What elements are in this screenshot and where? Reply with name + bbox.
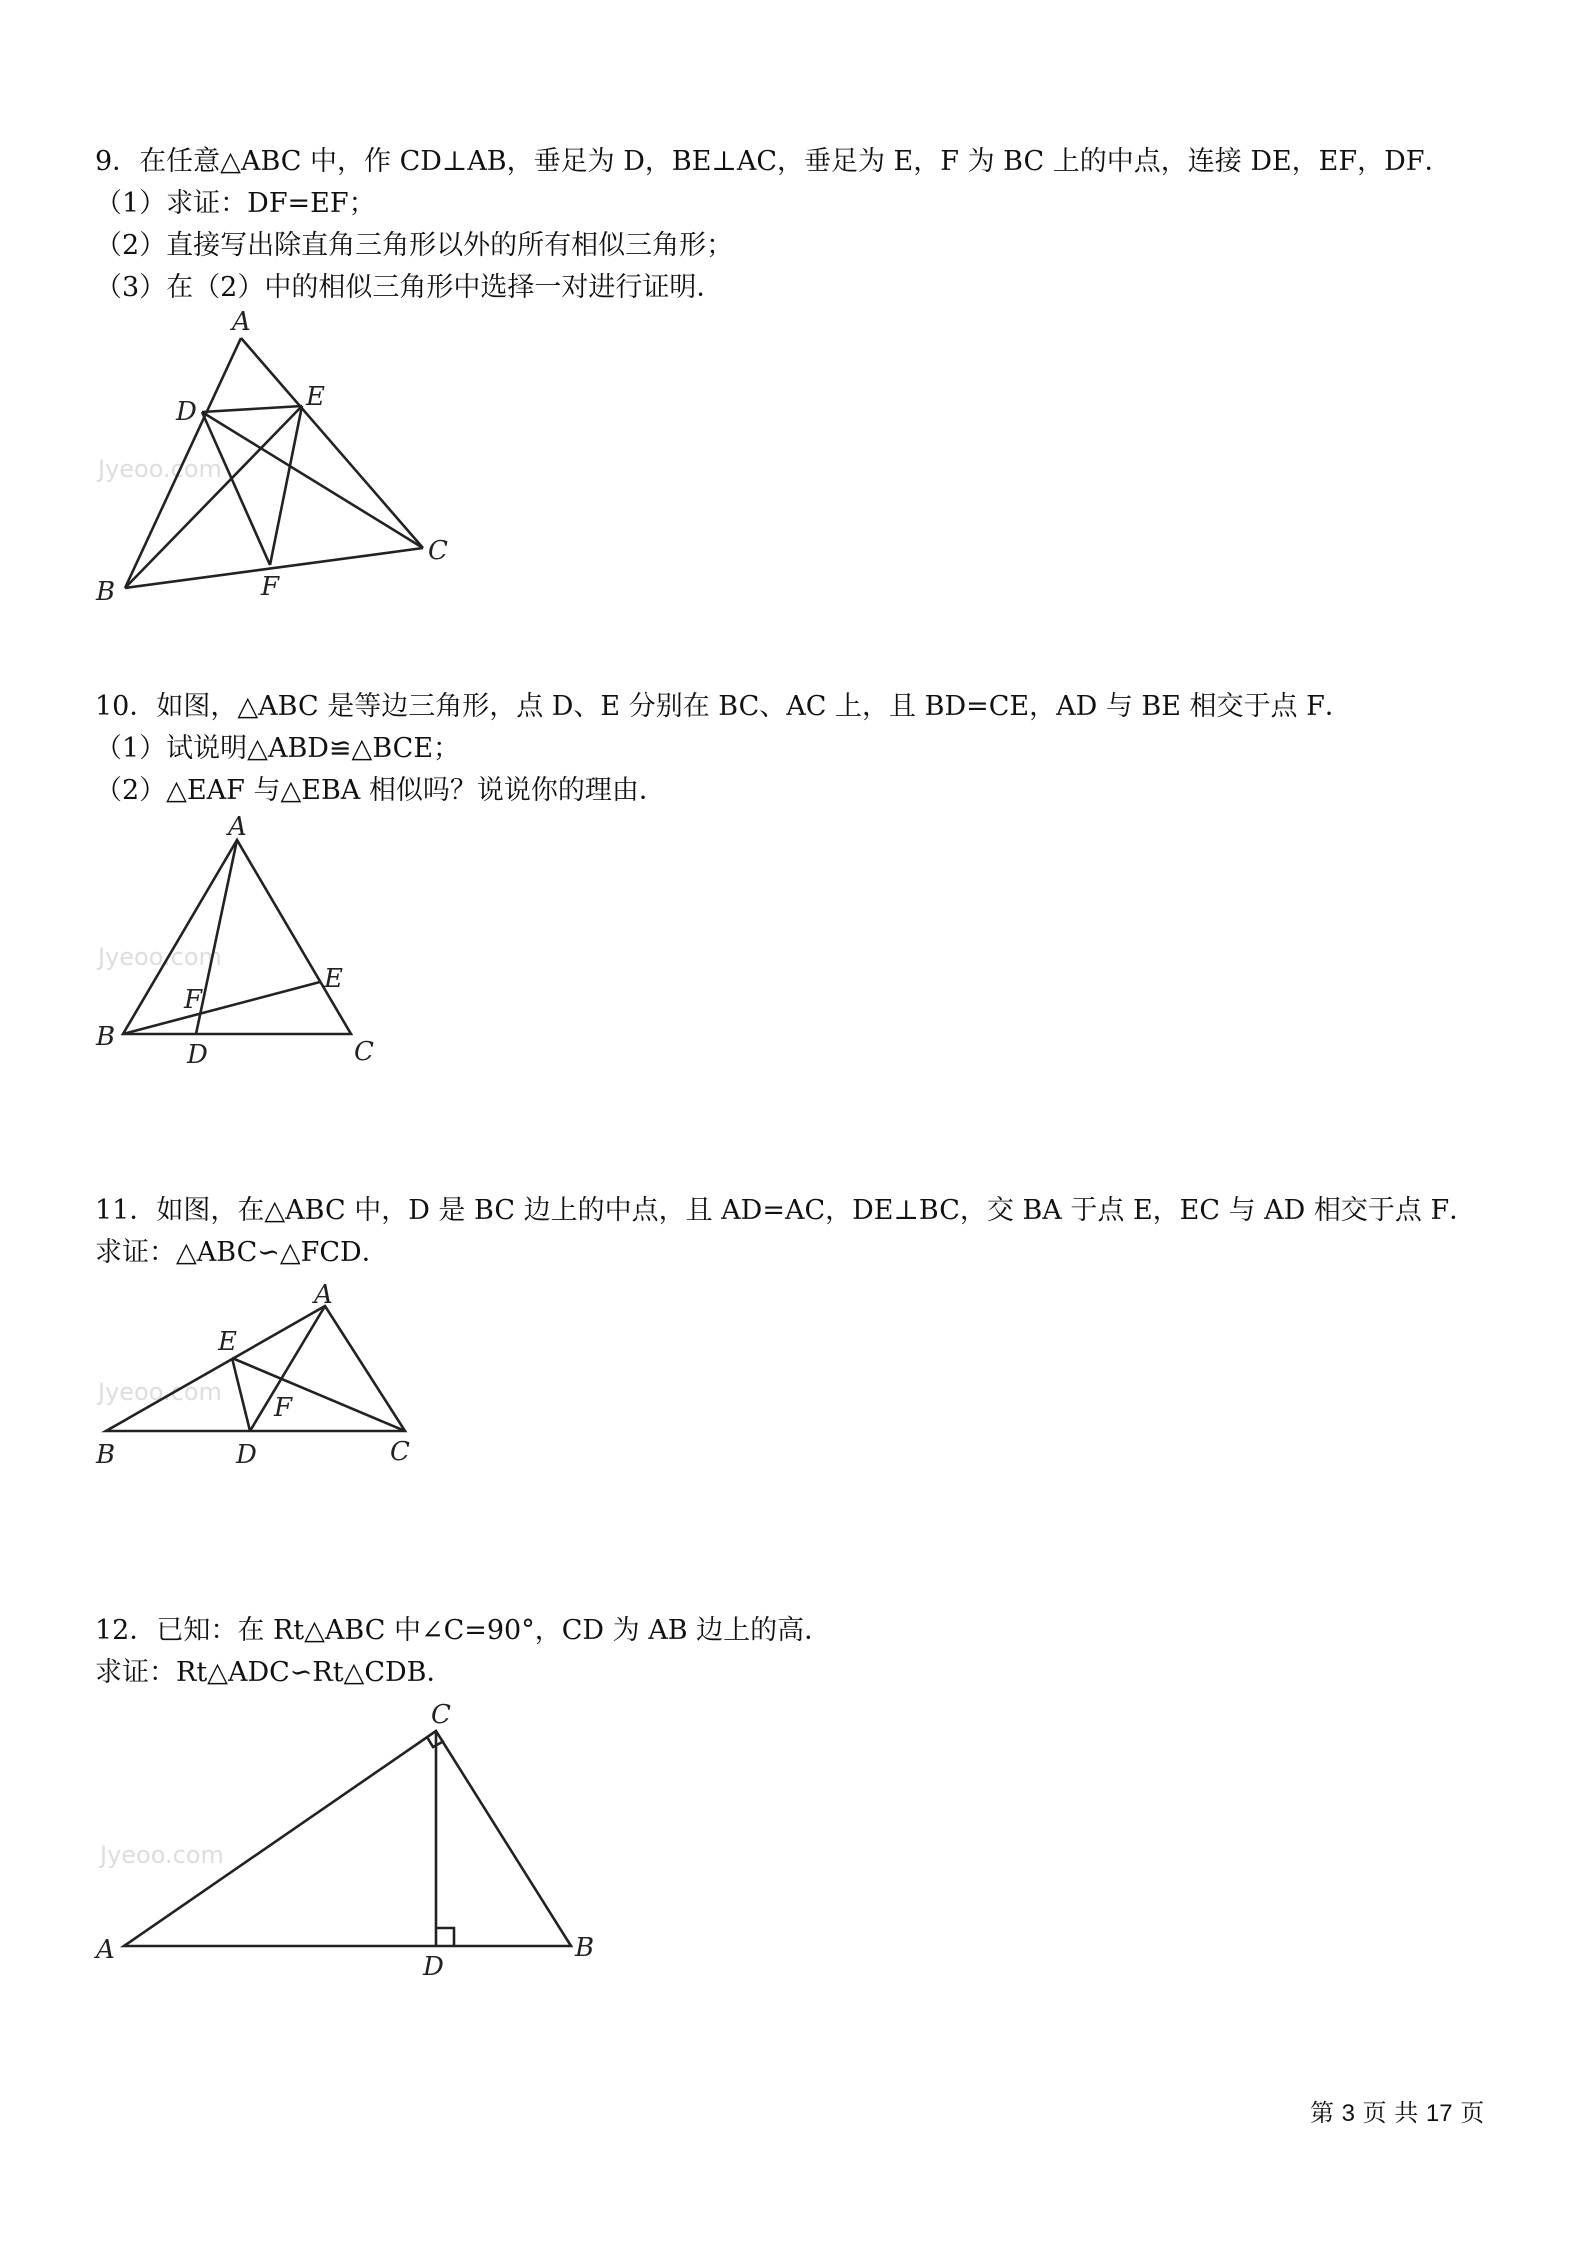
problem-9-statement: 9．在任意△ABC 中，作 CD⊥AB，垂足为 D，BE⊥AC，垂足为 E，F 为 BC 上的中点，连接 DE，EF，DF． bbox=[95, 146, 1452, 177]
point-label-D: D bbox=[236, 1440, 257, 1470]
segment-CD bbox=[202, 412, 423, 548]
footer-prefix: 第 bbox=[1310, 2099, 1334, 2127]
problem-10-part-1: （1）试说明△ABD≌△BCE； bbox=[95, 733, 461, 764]
segment-DE bbox=[232, 1358, 250, 1431]
problem-11-statement: 11．如图，在△ABC 中，D 是 BC 边上的中点，且 AD=AC，DE⊥BC，交 BA 于点 E，EC 与 AD 相交于点 F． bbox=[95, 1195, 1477, 1226]
point-label-E: E bbox=[324, 964, 343, 994]
point-label-D: D bbox=[187, 1040, 208, 1070]
page-footer bbox=[1310, 2098, 1484, 2129]
point-label-C: C bbox=[354, 1037, 374, 1067]
point-label-A: A bbox=[314, 1280, 333, 1310]
point-label-B: B bbox=[96, 577, 116, 607]
figure-problem-10 bbox=[80, 805, 410, 1070]
point-label-E: E bbox=[218, 1327, 237, 1357]
point-label-B: B bbox=[575, 1933, 595, 1963]
problem-12-proof-goal: 求证：Rt△ADC∽Rt△CDB． bbox=[95, 1657, 454, 1688]
segment-BE bbox=[125, 406, 302, 588]
problem-12-statement: 12．已知：在 Rt△ABC 中∠C=90°，CD 为 AB 边上的高． bbox=[95, 1615, 832, 1646]
right-angle-mark-D bbox=[436, 1928, 454, 1946]
point-label-A: A bbox=[96, 1935, 115, 1965]
segment-DF bbox=[202, 412, 270, 565]
problem-9-part-3: （3）在（2）中的相似三角形中选择一对进行证明． bbox=[95, 272, 724, 303]
point-label-C: C bbox=[431, 1700, 451, 1730]
problem-10-part-2: （2）△EAF 与△EBA 相似吗？说说你的理由． bbox=[95, 775, 666, 806]
point-label-D: D bbox=[176, 397, 197, 427]
problem-9-part-1: （1）求证：DF=EF； bbox=[95, 188, 376, 219]
watermark: Jyeoo.com bbox=[98, 455, 222, 483]
watermark: Jyeoo.com bbox=[98, 943, 222, 971]
problem-9-part-2: （2）直接写出除直角三角形以外的所有相似三角形； bbox=[95, 230, 734, 261]
problem-10-statement: 10．如图，△ABC 是等边三角形，点 D、E 分别在 BC、AC 上，且 BD=CE，AD 与 BE 相交于点 F． bbox=[95, 691, 1352, 722]
point-label-A: A bbox=[232, 307, 251, 337]
figure-problem-9 bbox=[80, 305, 480, 615]
segment-DE bbox=[202, 406, 302, 412]
watermark: Jyeoo.com bbox=[98, 1378, 222, 1406]
point-label-C: C bbox=[428, 536, 448, 566]
current-page-number: 3 bbox=[1341, 2100, 1355, 2127]
triangle-ABC bbox=[124, 1731, 571, 1946]
point-label-A: A bbox=[228, 812, 247, 842]
total-page-count: 17 bbox=[1425, 2100, 1453, 2127]
point-label-C: C bbox=[390, 1437, 410, 1467]
footer-suffix: 页 bbox=[1460, 2099, 1485, 2127]
figure-problem-11 bbox=[80, 1270, 440, 1480]
point-label-F: F bbox=[261, 572, 280, 602]
point-label-B: B bbox=[96, 1022, 116, 1052]
watermark: Jyeoo.com bbox=[100, 1841, 224, 1869]
figure-problem-12 bbox=[80, 1695, 620, 1985]
point-label-E: E bbox=[306, 382, 325, 412]
point-label-D: D bbox=[423, 1952, 444, 1982]
point-label-F: F bbox=[274, 1393, 293, 1423]
footer-middle: 页 共 bbox=[1362, 2099, 1419, 2127]
point-label-F: F bbox=[184, 985, 203, 1015]
segment-EF bbox=[270, 406, 302, 565]
point-label-B: B bbox=[96, 1440, 116, 1470]
segment-AC bbox=[241, 338, 423, 548]
segment-BE bbox=[123, 982, 320, 1034]
problem-11-proof-goal: 求证：△ABC∽△FCD． bbox=[95, 1237, 389, 1268]
